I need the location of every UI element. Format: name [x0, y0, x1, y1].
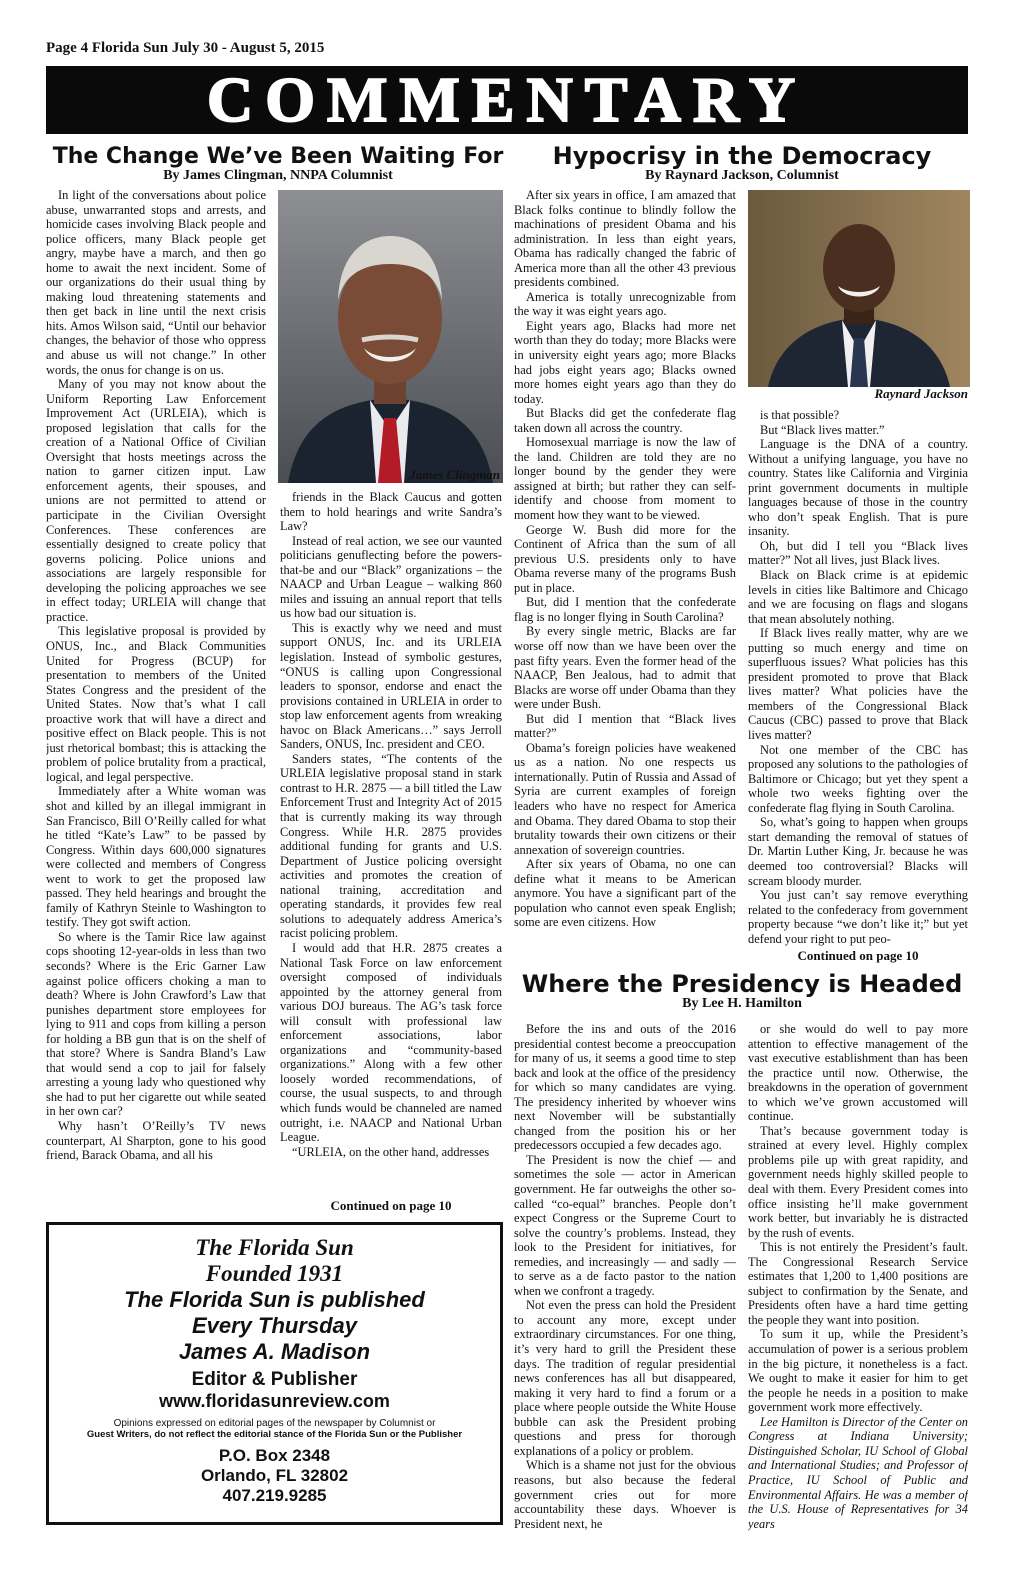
paragraph: I would add that H.R. 2875 creates a National Task Force on law enforcement oversight composed of individuals appointed by the attorney general from various DOJ bureaus. The AG’s task force will consult with professional law enforcement associations, labor organizations and “community-based organizations.” Along with a few other loosely worded recommendations, of course, the usual suspects, to and through which funds would be channeled are named outright, i.e. NAACP and National Urban League. — [280, 940, 502, 1145]
paragraph: But did I mention that “Black lives matter?” — [514, 711, 736, 741]
paragraph: After six years of Obama, no one can define what it means to be American anymore. You have a significant part of the population who cannot even speak English; some are even citizens. How — [514, 857, 736, 930]
paragraph: To sum it up, while the President’s accumulation of power is a serious problem in the big picture, it nonetheless is a fact. We ought to make it easier for him to get the people he needs in a position to make government work more effectively. — [748, 1327, 968, 1415]
paragraph: Immediately after a White woman was shot and killed by an illegal immigrant in San Francisco, Bill O’Reilly called for what he titled “Kate’s Law” to be passed by Congress. Within days 600,000 signatures were collected and members of Congress went to work to get the proposed law passed. They held hearings and brought the family of Kathryn Steinle to Washington to testify. They got swift action. — [46, 784, 266, 930]
paragraph: Sanders states, “The contents of the URLEIA legislative proposal stand in stark contrast to H.R. 2875 — a bill titled the Law Enforcement Trust and Integrity Act of 2015 that is currently making its way through Congress. While H.R. 2875 provides additional funding for grants and U.S. Department of Justice policing oversight activities and promotes the creation of national training, accreditation and operating standards, it provides few real solutions to adequately address America’s racist policing problem. — [280, 751, 502, 941]
po-box: P.O. Box 2348 — [218, 1446, 331, 1465]
disclaimer-line-2: Guest Writers, do not reflect the editorial stance of the Florida Sun or the Publisher — [86, 1429, 463, 1440]
paragraph: Many of you may not know about the Uniform Reporting Law Enforcement Improvement Act (URLEIA), which is proposed legislation that calls for the creation of a National Office of Civilian Oversight that hosts meetings across the nation to garner citizen input. Law enforcement agents, their spouses, and unions are not permitted to attend or participate in the Civilian Oversight Conferences. These conferences are essentially designed to create policy that governs policing. Police unions and associations are largely responsible for developing the policing approaches we see in effect today; URLEIA will change that practice. — [46, 377, 266, 624]
disclaimer-line-1: Opinions expressed on editorial pages of the newspaper by Columnist or — [113, 1418, 436, 1429]
article1-continued: Continued on page 10 — [330, 1198, 452, 1213]
article3-byline: By Lee H. Hamilton — [682, 996, 802, 1011]
paragraph: Oh, but did I tell you “Black lives matter?” Not all lives, just Black lives. — [748, 538, 968, 568]
portrait-image — [748, 190, 970, 387]
paragraph: George W. Bush did more for the Continent of Africa than the sum of all previous U.S. presidents only to have Obama reverse many of the programs Bush put in place. — [514, 522, 736, 595]
paragraph: This legislative proposal is provided by ONUS, Inc., and Black Communities United for Progress (BCUP) for presentation to members of the United States Congress and the president of the United States. Now that’s what I call proactive work that will have a direct and positive effect on Black people. This is not just rhetorical bombast; this is attacking the problem of police brutality from a practical, logical, and legal perspective. — [46, 624, 266, 784]
paragraph: Language is the DNA of a country. Without a unifying language, you have no country. States like California and Virginia print government documents in multiple languages because of those in the country who don’t speak English. That is pure insanity. — [748, 437, 968, 539]
article1-headline: The Change We’ve Been Waiting For — [52, 144, 504, 169]
paragraph: The President is now the chief — and sometimes the sole — actor in American government. He far outweighs the other so-called “co-equal” branches. People don’t expect Congress or the Supreme Court to solve the country’s problems. Instead, they look to the President for initiatives, for remedies, and increasingly — and sadly — to serve as a de facto pastor to the nation when we confront a tragedy. — [514, 1152, 736, 1298]
paragraph: After six years in office, I am amazed that Black folks continue to blindly follow the machinations of president Obama and his administration. In less than eight years, Obama has radically changed the fabric of America more than all the other 43 previous presidents combined. — [514, 188, 736, 290]
paragraph: But, did I mention that the confederate flag is no longer flying in South Carolina? — [514, 595, 736, 624]
paragraph: In light of the conversations about police abuse, unwarranted stops and arrests, and homicide cases involving Black people and police officers, many Black people get angry, maybe have a march, and then go home to await the next incident. Some of our organizations do their usual thing by making loud threatening statements and then get back in line until the next crisis hits. Amos Wilson said, “Until our behavior changes, the behavior of those who oppress and abuse us will not change.” In other words, the onus for change is on us. — [46, 188, 266, 377]
portrait-image — [278, 190, 503, 483]
article2-column-2 — [748, 408, 968, 948]
publishing-line-1: The Florida Sun is published — [124, 1287, 425, 1312]
article1-column-1 — [46, 188, 266, 1214]
article2-continued: Continued on page 10 — [797, 948, 919, 963]
paragraph: But Blacks did get the confederate flag taken down all across the country. — [514, 406, 736, 435]
paragraph: Why hasn’t O’Reilly’s TV news counterpart, Al Sharpton, gone to his good friend, Barack Obama, and all his — [46, 1119, 266, 1163]
website-link[interactable]: www.floridasunreview.com — [159, 1391, 390, 1411]
publishing-line-2: Every Thursday — [191, 1313, 358, 1338]
paragraph: So, what’s going to happen when groups start demanding the removal of statues of Dr. Martin Luther King, Jr. because he was deemed too controversial? Blacks will scream bloody murder. — [748, 815, 968, 888]
paragraph: Not one member of the CBC has proposed any solutions to the pathologies of Baltimore or Chicago; but yet they spent a whole two weeks fighting over the confederate flag flying in South Carolina. — [748, 742, 968, 815]
city-line: Orlando, FL 32802 — [200, 1466, 349, 1485]
paragraph: This is exactly why we need and must support ONUS, Inc. and its URLEIA legislation. Instead of symbolic gestures, “ONUS is calling upon Congressional leaders to sponsor, endorse and enact the provisions contained in URLEIA in order to stop law enforcement agents from wreaking havoc on Black Americans…” says Jerroll Sanders, ONUS, Inc. president and CEO. — [280, 620, 502, 752]
james-clingman-caption: James Clingman — [409, 467, 500, 482]
article3-headline: Where the Presidency is Headed — [521, 970, 963, 998]
paragraph: America is totally unrecognizable from the way it was eight years ago. — [514, 289, 736, 319]
paragraph: This is not entirely the President’s fault. The Congressional Research Service estimates that 1,200 to 1,400 positions are subject to confirmation by the Senate, and Presidents often have a hard time getting the people they want into position. — [748, 1240, 968, 1327]
james-clingman-photo — [278, 190, 503, 483]
article1-column-2 — [280, 490, 502, 1199]
paragraph: Eight years ago, Blacks had more net worth than they do today; more Blacks were in university eight years ago; more Blacks had jobs eight years ago; Blacks owned more homes eight years ago than they do today. — [514, 318, 736, 406]
paragraph: is that possible? — [760, 408, 840, 422]
article1-byline: By James Clingman, NNPA Columnist — [163, 168, 393, 183]
phone-number: 407.219.9285 — [222, 1486, 327, 1505]
paper-name: The Florida Sun — [195, 1235, 354, 1260]
paragraph: But “Black lives matter.” — [760, 422, 885, 437]
paragraph: friends in the Black Caucus and gotten them to hold hearings and write Sandra’s Law? — [280, 490, 502, 534]
masthead-infobox — [46, 1222, 503, 1525]
paragraph: By every single metric, Blacks are far worse off now than we have been over the past fifty years. Even the former head of the NAACP, Ben Jealous, had to admit that Blacks are worse off under Obama than they were under Bush. — [514, 624, 736, 712]
paragraph: Instead of real action, we see our vaunted politicians genuflecting before the powers-that-be and our “Black” organizations – the NAACP and Urban League – walking 860 miles and issuing an annual report that tells us how bad our situation is. — [280, 533, 502, 621]
article3-column-1 — [514, 1022, 736, 1554]
paragraph: Which is a shame not just for the obvious reasons, but also because the federal government cries out for more accountability these days. Whoever is President next, he — [514, 1458, 736, 1531]
paragraph: Not even the press can hold the President to account any more, except under extraordinary circumstances. For one thing, it’s very hard to grill the President these days. The tradition of regular presidential news conferences has all but disappeared, making it very hard to find a forum or a place where people outside the White House bubble can ask the President probing questions and press for thorough explanations of a policy or problem. — [514, 1298, 736, 1458]
paragraph: Obama’s foreign policies have weakened us as a nation. No one respects us internationally. Putin of Russia and Assad of Syria are current examples of foreign leaders who have no respect for America and Obama. They dared Obama to stop their brutality towards their own citizens or their annexation of sovereign countries. — [514, 740, 736, 857]
paragraph: Black on Black crime is at epidemic levels in cities like Baltimore and Chicago and we are focusing on flags and slogans that mean absolutely nothing. — [748, 568, 968, 626]
paragraph: Homosexual marriage is now the law of the land. Children are told they are no longer bound by the gender they were assigned at birth; but rather they can self-identify and choose from moment to moment how they want to be viewed. — [514, 435, 736, 523]
paragraph: That’s because government today is strained at every level. Highly complex problems pile up with great rapidity, and government needs highly skilled people to deal with them. Every President comes into office insisting he’ll make government work better, but invariably he is distracted by the rush of events. — [748, 1123, 968, 1240]
editor-name: James A. Madison — [178, 1339, 371, 1364]
article2-column-1 — [514, 188, 736, 964]
article2-headline: Hypocrisy in the Democracy — [552, 142, 932, 170]
author-bio: Lee Hamilton is Director of the Center on Congress at Indiana University; Distinguished Scholar, IU School of Global and International Studies; and Professor of Practice, IU School of Public and Environmental Affairs. He was a member of the U.S. House of Representatives for 34 years — [748, 1414, 968, 1531]
paragraph: or she would do well to pay more attention to effective management of the vast executive establishment than has been the practice until now. Otherwise, the breakdowns in the operation of government to which we’ve grown accustomed will continue. — [748, 1022, 968, 1124]
paragraph: You just can’t say remove everything related to the confederacy from government property because “we don’t like it;” but yet defend your right to put peo- — [748, 888, 968, 946]
paragraph: So where is the Tamir Rice law against cops shooting 12-year-olds in less than two seconds? Where is the Eric Garner Law against police officers choking a man to death? Where is John Crawford’s Law that punishes department store employees for lying to 911 and cops from killing a person for holding a BB gun that is on the shelf of that store? Where is Sandra Bland’s Law that would send a cop to jail for falsely arresting a young lady who questioned why she had to put her cigarette out while seated in her own car? — [46, 929, 266, 1119]
paragraph: “URLEIA, on the other hand, addresses — [292, 1144, 490, 1159]
raynard-jackson-photo — [748, 190, 970, 387]
section-title: COMMENTARY — [206, 64, 808, 135]
raynard-jackson-caption: Raynard Jackson — [874, 386, 968, 401]
paragraph: Before the ins and outs of the 2016 presidential contest become a preoccupation for many of us, it seems a good time to step back and look at the office of the presidency for which so many candidates are vying. The presidency inherited by whoever wins next November will be substantially changed from the position his or her predecessors occupied a few decades ago. — [514, 1022, 736, 1153]
paragraph: If Black lives really matter, why are we putting so much energy and time on superfluous issues? What policies has this president promoted to prove that Black lives matter? What policies have the members of the Congressional Black Caucus (CBC) passed to prove that Black lives matter? — [748, 626, 968, 743]
page-folio: Page 4 Florida Sun July 30 - August 5, 2015 — [46, 40, 325, 56]
article2-byline: By Raynard Jackson, Columnist — [645, 168, 839, 183]
section-banner — [46, 66, 968, 134]
editor-title: Editor & Publisher — [191, 1369, 358, 1390]
founded-line: Founded 1931 — [205, 1261, 344, 1286]
article3-column-2 — [748, 1022, 968, 1552]
